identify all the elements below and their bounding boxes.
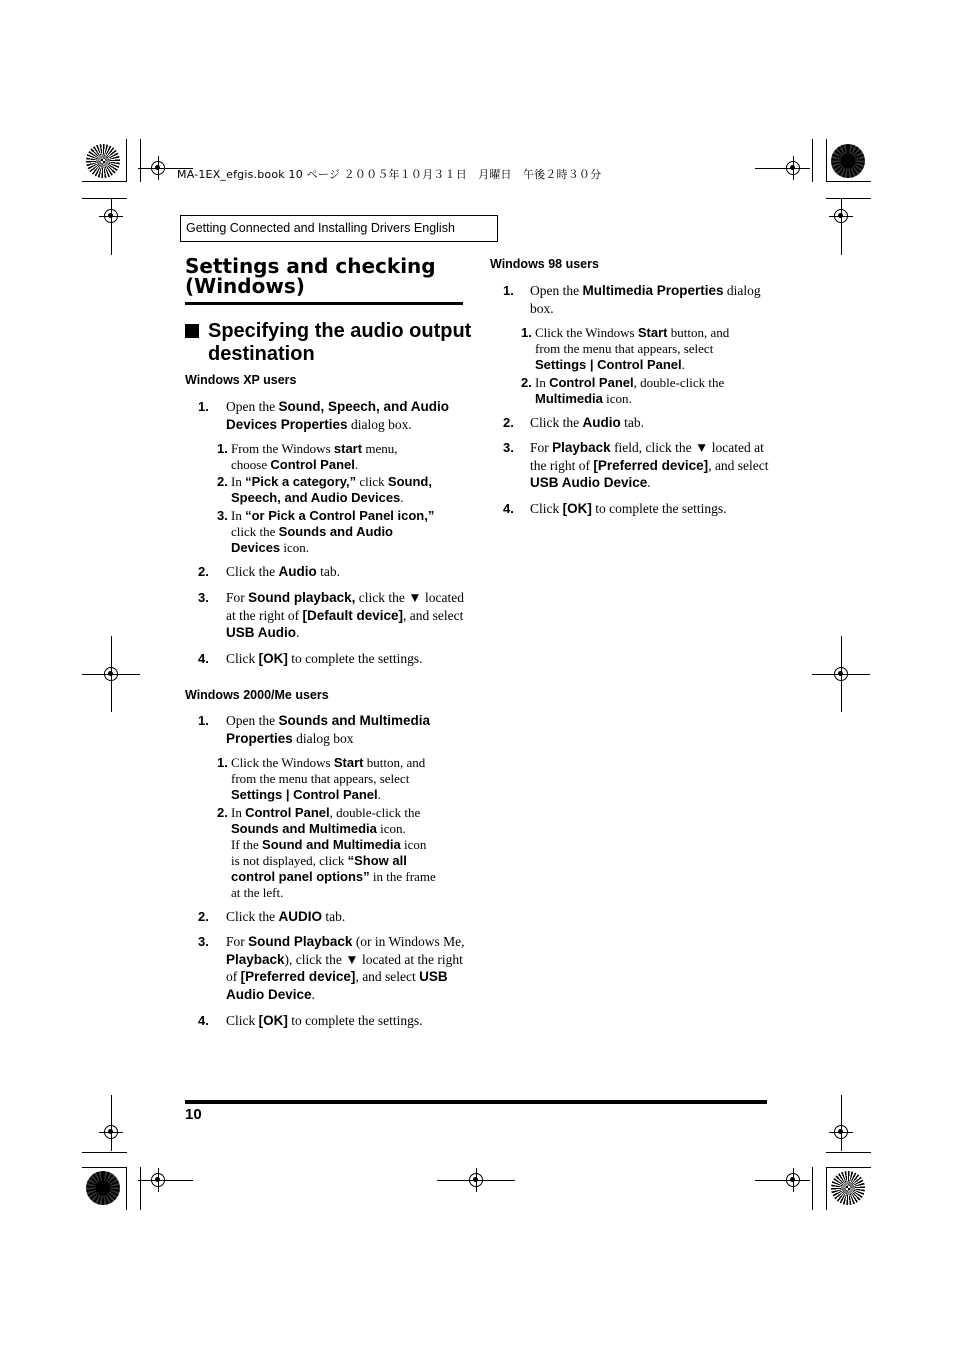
registration-burst-icon	[86, 1171, 120, 1205]
windows-2000-me-heading: Windows 2000/Me users	[185, 688, 329, 702]
step-number: 3.	[198, 590, 209, 605]
windows-98-heading: Windows 98 users	[490, 257, 599, 271]
w2k-step-2: Click the AUDIO tab.	[226, 909, 346, 924]
step-number: 1.	[503, 283, 514, 298]
substep-number: 2.	[521, 375, 532, 390]
w98-step-3: For Playback field, click the ▼ located at the right of [Preferred device], and select USB Audio Device.	[530, 440, 769, 490]
w98-substep-1-2: In Control Panel, double-click the Multimedia icon.	[535, 375, 725, 406]
w98-substep-1-1: Click the Windows Start button, and from the menu that appears, select Settings | Control Panel.	[535, 325, 730, 372]
w2k-step-3: For Sound Playback (or in Windows Me, Playback), click the ▼ located at the right of [Preferred device], and select USB Audio Device.	[226, 934, 465, 1002]
page-title: Settings and checking (Windows)	[185, 254, 436, 298]
file-info-line: MA-1EX_efgis.book 10 ページ ２００５年１０月３１日 月曜日 午後２時３０分	[177, 168, 602, 181]
chapter-header-box	[180, 215, 498, 242]
xp-step-4: Click [OK] to complete the settings.	[226, 651, 423, 666]
step-number: 4.	[503, 501, 514, 516]
xp-substep-1-3: In “or Pick a Control Panel icon,” click the Sounds and Audio Devices icon.	[231, 508, 435, 555]
step-number: 2.	[198, 564, 209, 579]
step-number: 3.	[503, 440, 514, 455]
xp-substep-1-2: In “Pick a category,” click Sound, Speech, and Audio Devices.	[231, 474, 432, 505]
substep-number: 2.	[217, 474, 228, 489]
step-number: 2.	[503, 415, 514, 430]
section-title: Specifying the audio output destination	[208, 320, 472, 365]
w2k-substep-1-1: Click the Windows Start button, and from the menu that appears, select Settings | Control Panel.	[231, 755, 426, 802]
chapter-header-label: Getting Connected and Installing Drivers English	[186, 221, 455, 235]
xp-substep-1-1: From the Windows start menu, choose Control Panel.	[231, 441, 398, 472]
w98-step-4: Click [OK] to complete the settings.	[530, 501, 727, 516]
xp-step-1: Open the Sound, Speech, and Audio Devices Properties dialog box.	[226, 399, 449, 432]
substep-number: 1.	[217, 441, 228, 456]
substep-number: 2.	[217, 805, 228, 820]
step-number: 1.	[198, 399, 209, 414]
title-rule	[185, 302, 463, 305]
step-number: 4.	[198, 651, 209, 666]
w2k-substep-1-2: In Control Panel, double-click the Sounds and Multimedia icon. If the Sound and Multimedia icon is not displayed, click “Show all control panel options” in the frame at the left.	[231, 805, 436, 900]
registration-burst-icon	[831, 1171, 865, 1205]
w2k-step-1: Open the Sounds and Multimedia Properties dialog box	[226, 713, 430, 746]
registration-burst-icon	[86, 144, 120, 178]
step-number: 1.	[198, 713, 209, 728]
w98-step-2: Click the Audio tab.	[530, 415, 644, 430]
w98-step-1: Open the Multimedia Properties dialog box.	[530, 283, 761, 316]
w2k-step-4: Click [OK] to complete the settings.	[226, 1013, 423, 1028]
xp-step-3: For Sound playback, click the ▼ located at the right of [Default device], and select USB Audio.	[226, 590, 464, 640]
footer-rule	[185, 1100, 767, 1104]
substep-number: 1.	[217, 755, 228, 770]
registration-burst-icon	[831, 144, 865, 178]
substep-number: 1.	[521, 325, 532, 340]
page-number: 10	[185, 1106, 202, 1123]
bullet-square-icon	[185, 324, 199, 338]
step-number: 4.	[198, 1013, 209, 1028]
step-number: 2.	[198, 909, 209, 924]
substep-number: 3.	[217, 508, 228, 523]
step-number: 3.	[198, 934, 209, 949]
xp-step-2: Click the Audio tab.	[226, 564, 340, 579]
windows-xp-heading: Windows XP users	[185, 373, 297, 387]
